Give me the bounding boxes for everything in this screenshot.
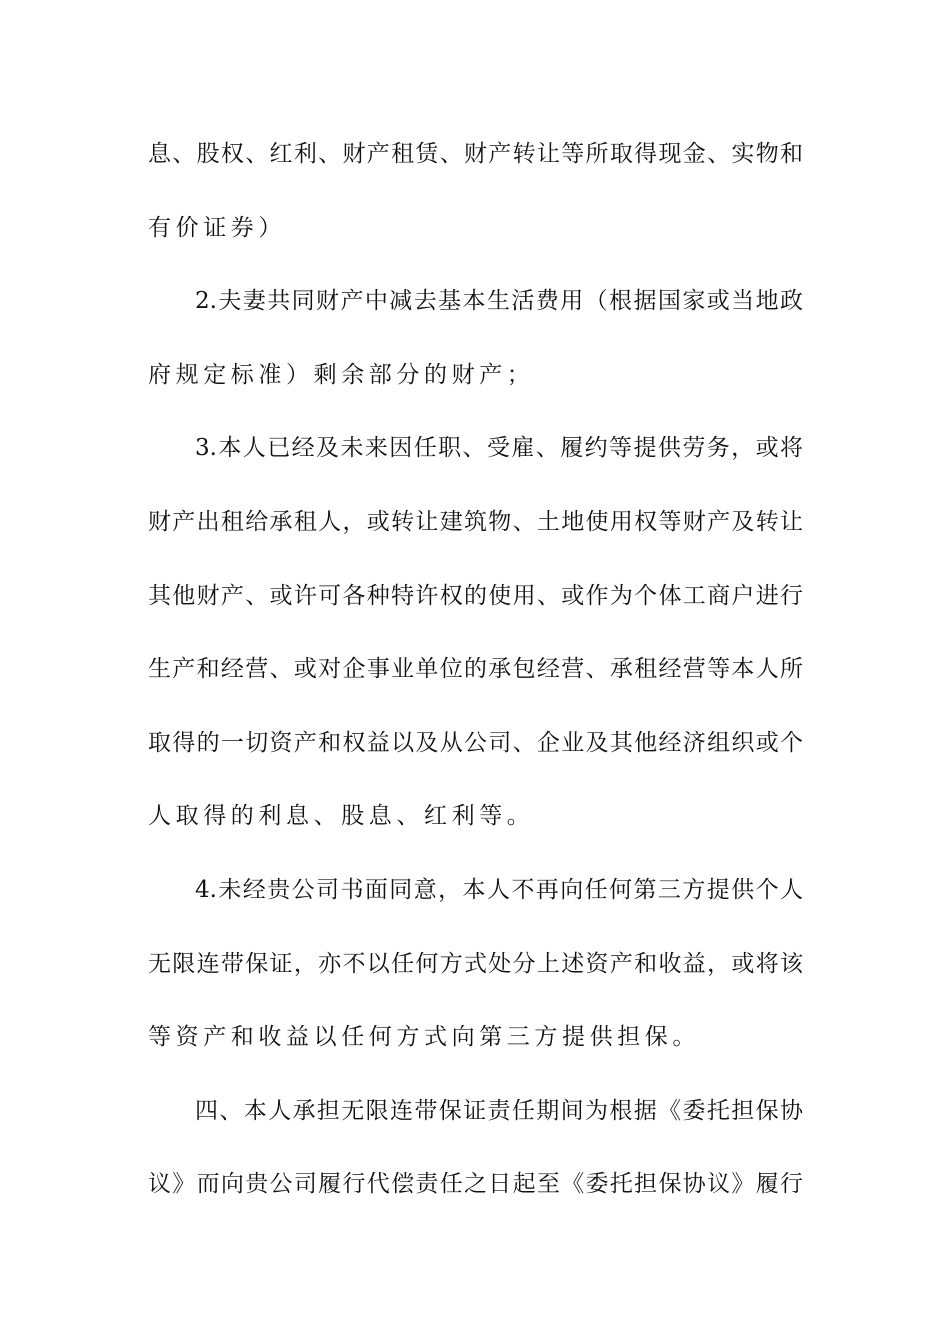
text-line-11: 4.未经贵公司书面同意，本人不再向任何第三方提供个人 bbox=[195, 876, 803, 903]
text-line-8: 生产和经营、或对企事业单位的承包经营、承租经营等本人所 bbox=[148, 656, 803, 683]
text-line-2: 有价证券） bbox=[148, 214, 286, 241]
text-line-12: 无限连带保证，亦不以任何方式处分上述资产和收益，或将该 bbox=[148, 950, 803, 977]
text-line-10: 人取得的利息、股息、红利等。 bbox=[148, 803, 535, 830]
text-line-7: 其他财产、或许可各种特许权的使用、或作为个体工商户进行 bbox=[148, 582, 803, 609]
text-line-6: 财产出租给承租人，或转让建筑物、土地使用权等财产及转让 bbox=[148, 508, 803, 535]
text-line-4: 府规定标准）剩余部分的财产； bbox=[148, 361, 535, 388]
text-line-9: 取得的一切资产和权益以及从公司、企业及其他经济组织或个 bbox=[148, 729, 803, 756]
text-line-15: 议》而向贵公司履行代偿责任之日起至《委托担保协议》履行 bbox=[148, 1171, 803, 1198]
text-line-5: 3.本人已经及未来因任职、受雇、履约等提供劳务，或将 bbox=[195, 435, 803, 462]
text-line-14: 四、本人承担无限连带保证责任期间为根据《委托担保协 bbox=[195, 1097, 803, 1124]
text-line-1: 息、股权、红利、财产租赁、财产转让等所取得现金、实物和 bbox=[148, 141, 803, 167]
document-body bbox=[148, 128, 803, 1232]
text-line-3: 2.夫妻共同财产中减去基本生活费用（根据国家或当地政 bbox=[195, 288, 803, 315]
text-line-13: 等资产和收益以任何方式向第三方提供担保。 bbox=[148, 1024, 700, 1051]
